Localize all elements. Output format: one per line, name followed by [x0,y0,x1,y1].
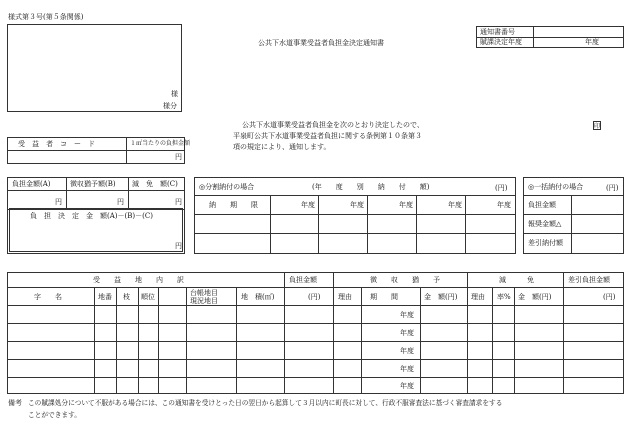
detail-table [7,272,624,394]
net-amount-unit: (円) [603,293,616,301]
col-exempt-reason: 理由 [471,293,485,301]
row-period-1: 年度 [400,311,414,319]
deferral-header: 徴 収 猶 予 [370,276,440,284]
amount-c-label: 減 免 額(C) [132,180,178,188]
burden-amount-header: 負担金額 [289,276,317,284]
lump-sum-unit: (円) [606,184,619,192]
row-period-2: 年度 [400,329,414,337]
col-branch: 枝 [123,293,130,301]
address-box [7,24,182,112]
col-lot-number: 地番 [98,293,112,301]
tax-year-label: 賦課決定年度 [480,38,522,46]
burden-amount-unit: (円) [308,293,321,301]
note-text-line-2: ことができます。 [28,411,81,419]
exemption-header: 減 免 [499,276,534,284]
form-number: 様式第３号(第５条関係) [8,13,84,21]
lump-net-label: 差引納付額 [528,239,563,247]
intro-line-2: 平泉町公共下水道事業受益者負担に関する条例第１０条第３ [233,132,422,140]
installment-table [194,177,516,254]
installment-year-3: 年度 [399,201,413,209]
rate-label: １㎡当たりの負担金額 [130,140,191,147]
note-text-line-1: この賦課処分について不服がある場合には、この通知書を受けとった日の翌日から起算して３月以内に町長に対して、行政不服審査法に基づく審査請求をする [28,399,503,407]
note-label: 備考 [8,399,22,407]
notice-number-label: 通知書番号 [480,28,515,36]
installment-year-4: 年度 [448,201,462,209]
amount-b-label: 徴収猶予額(B) [70,180,116,188]
honorific-label: 様 [171,90,178,98]
page-title: 公共下水道事業受益者負担金決定通知書 [258,39,384,47]
col-exempt-rate: 率% [497,293,511,301]
col-defer-reason: 理由 [338,293,352,301]
col-rank: 順位 [141,293,155,301]
amount-b-unit: 円 [117,198,124,206]
col-exempt-amount: 金 額(円) [518,293,552,301]
col-area: 地 積(㎡) [241,293,275,301]
col-defer-amount: 金 額(円) [424,293,458,301]
installment-title: ◎分割納付の場合 [199,183,255,191]
intro-line-1: 公共下水道事業受益者負担金を次のとおり決定したので、 [242,121,424,129]
col-current-category: 現況地目 [190,297,218,305]
honorific-part-label: 様分 [163,102,177,110]
decision-amount-label: 負 担 決 定 金 額(A)－(B)－(C) [30,212,153,220]
intro-line-3: 項の規定により、通知します。 [233,143,331,151]
beneficiary-code-label: 受 益 者 コ ー ド [18,140,95,148]
tax-year-unit: 年度 [585,38,599,46]
col-ledger-category: 台帳地目 [190,289,218,297]
installment-year-5: 年度 [497,201,511,209]
installment-subtitle: (年 度 別 納 付 額) [312,183,430,191]
row-period-4: 年度 [400,365,414,373]
seal-mark: 印 [594,123,601,130]
net-amount-header: 差引負担金額 [568,276,610,284]
lump-burden-label: 負担金額 [528,201,556,209]
installment-year-1: 年度 [301,201,315,209]
row-period-3: 年度 [400,347,414,355]
notice-box [476,26,624,48]
lump-sum-table [523,177,624,254]
rate-unit: 円 [175,153,182,161]
land-breakdown-header: 受 益 地 内 訳 [93,276,184,284]
col-district: 字 名 [34,293,62,301]
col-defer-period: 期 間 [370,293,398,301]
decision-amount-unit: 円 [175,242,182,250]
row-period-5: 年度 [400,382,414,390]
installment-unit: (円) [495,184,508,192]
due-date-label: 納 期 限 [209,201,258,209]
amount-a-label: 負担金額(A) [12,180,51,188]
installment-year-2: 年度 [350,201,364,209]
amount-c-unit: 円 [175,198,182,206]
decision-amount-frame [9,208,183,252]
beneficiary-code-box [7,137,191,164]
amount-a-unit: 円 [55,198,62,206]
lump-sum-title: ◎一括納付の場合 [528,183,584,191]
lump-reward-label: 報奨金額△ [528,220,562,228]
